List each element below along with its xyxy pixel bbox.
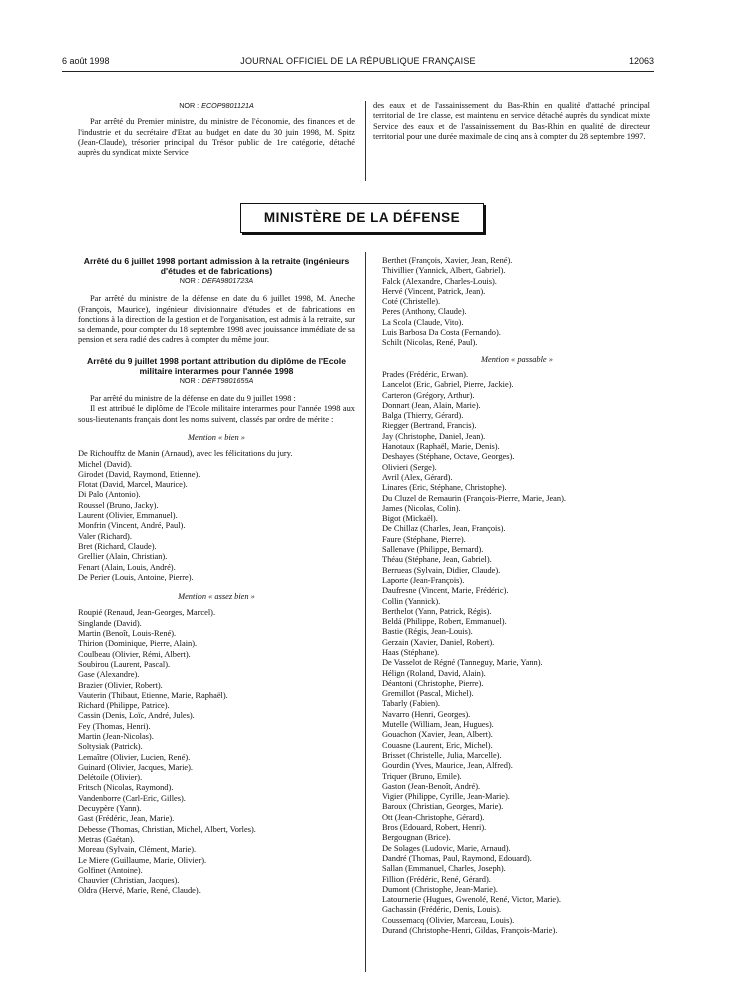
name-entry: Haas (Stéphane). [382, 647, 440, 657]
name-entry: Prades (Frédéric, Erwan). [382, 369, 469, 379]
name-entry: Grellier (Alain, Christian). [78, 552, 168, 562]
name-entry: De Vasselot de Régné (Tanneguy, Marie, Yann). [382, 658, 543, 668]
arrete-1-paragraph: Par arrêté du ministre de la défense en date du 6 juillet 1998, M. Aneche (François, Maurice), ingénieur divisionnaire d'études et de fabrications en fonctions à la direction de la gestion et de l'organisation, est admis à la retraite, sur sa demande, pour compter du 18 septembre 1998 avec jouissance immédiate de sa pension et sera radié des cadres à compter du même jour. [78, 294, 355, 345]
arrete-2-paragraph: Il est attribué le diplôme de l'Ecole militaire interarmes pour l'année 1998 aux sous-lieutenants français dont les noms suivent, classés par ordre de mérite : [78, 404, 355, 424]
name-entry: Beldá (Philippe, Robert, Emmanuel). [382, 617, 507, 627]
name-entry: Lemaître (Olivier, Lucien, René). [78, 752, 191, 762]
name-entry: Brazier (Olivier, Robert). [78, 680, 163, 690]
arrete-2-title: Arrêté du 9 juillet 1998 portant attribution du diplôme de l'Ecole militaire interarmes pour l'année 1998 [87, 355, 346, 376]
name-entry: Delétoile (Olivier). [78, 773, 143, 783]
page-header [62, 56, 654, 70]
name-entry: Dumont (Christophe, Jean-Marie). [382, 884, 498, 894]
name-entry: Michel (David). [78, 459, 132, 469]
name-entry: Hervé (Vincent, Patrick, Jean). [382, 286, 486, 296]
name-entry: Ott (Jean-Christophe, Gérard). [382, 812, 485, 822]
name-entry: Roussel (Bruno, Jacky). [78, 500, 159, 510]
name-entry: Oldra (Hervé, Marie, René, Claude). [78, 886, 201, 896]
name-entry: Latournerie (Hugues, Gwenolé, René, Victor, Marie). [382, 895, 562, 905]
name-entry: La Scola (Claude, Vito). [382, 317, 464, 327]
name-entry: Guinard (Olivier, Jacques, Marie). [78, 762, 194, 772]
name-entry: Deshayes (Stéphane, Octave, Georges). [382, 452, 515, 462]
name-entry: Chauvier (Christian, Jacques). [78, 876, 180, 886]
name-entry: Gast (Frédéric, Jean, Marie). [78, 814, 175, 824]
name-entry: Coté (Christelle). [382, 297, 441, 307]
mention-bien-list [78, 449, 355, 583]
name-entry: Carteron (Grégory, Arthur). [382, 390, 475, 400]
name-entry: Laurent (Olivier, Emmanuel). [78, 511, 178, 521]
name-entry: Singlande (David). [78, 618, 142, 628]
name-entry: Berthet (François, Xavier, Jean, René). [382, 256, 513, 265]
mention-assez-bien-heading: Mention « assez bien » [178, 592, 255, 602]
name-entry: Cassin (Denis, Loïc, André, Jules). [78, 711, 195, 721]
name-entry: Vandenborre (Carl-Eric, Gilles). [78, 793, 186, 803]
name-entry: Déantoni (Christophe, Pierre). [382, 678, 484, 688]
right-names-list [382, 256, 652, 349]
top-right-paragraph: des eaux et de l'assainissement du Bas-Rhin en qualité d'attaché principal territorial de 1re classe, est maintenu en service détaché auprès du syndicat mixte Service des eaux et de l'assainissement du Bas-Rhin en qualité de directeur territorial pour une durée maximale de cinq ans à compter du 28 septembre 1997. [373, 101, 650, 141]
top-left-column [78, 101, 355, 158]
name-entry: Soubirou (Laurent, Pascal). [78, 659, 171, 669]
name-entry: Coulbeau (Olivier, Rémi, Albert). [78, 649, 191, 659]
name-entry: Durand (Christophe-Henri, Gildas, François-Marie). [382, 926, 558, 935]
name-entry: Vigier (Philippe, Cyrille, Jean-Marie). [382, 792, 510, 802]
name-entry: Luis Barbosa Da Costa (Fernando). [382, 328, 501, 338]
column-separator [365, 252, 366, 972]
name-entry: Sallenave (Philippe, Bernard). [382, 545, 484, 555]
name-entry: Decuypère (Yann). [78, 804, 142, 814]
name-entry: De Perier (Louis, Antoine, Pierre). [78, 572, 194, 582]
name-entry: Coussemacq (Olivier, Marceau, Louis). [382, 915, 515, 925]
name-entry: Monfrin (Vincent, André, Paul). [78, 521, 186, 531]
name-entry: Fritsch (Nicolas, Raymond). [78, 783, 174, 793]
name-entry: Schilt (Nicolas, René, Paul). [382, 338, 478, 348]
name-entry: Roupié (Renaud, Jean-Georges, Marcel). [78, 608, 216, 618]
name-entry: Berrueas (Sylvain, Didier, Claude). [382, 565, 501, 575]
arrete-2-nor: NOR : DEFT9801655A [179, 375, 254, 385]
name-entry: Jay (Christophe, Daniel, Jean). [382, 431, 486, 441]
name-entry: Girodet (David, Raymond, Etienne). [78, 469, 201, 479]
mention-passable-list [382, 370, 652, 936]
name-entry: Tabarly (Fabien). [382, 699, 441, 709]
name-entry: Balga (Thierry, Gérard). [382, 411, 464, 421]
top-right-column [373, 101, 650, 142]
name-entry: Fey (Thomas, Henri). [78, 721, 151, 731]
header-date: 6 août 1998 [62, 56, 110, 66]
name-entry: De Chillaz (Charles, Jean, François). [382, 524, 506, 534]
top-left-paragraph: Par arrêté du Premier ministre, du ministre de l'économie, des finances et de l'industrie et du secrétaire d'Etat au budget en date du 30 juin 1998, M. Spitz (Jean-Claude), trésorier principal du Trésor public de 1re catégorie, détaché auprès du syndicat mixte Service [78, 117, 355, 158]
mention-passable-heading: Mention « passable » [481, 354, 553, 364]
name-entry: Thivillier (Yannick, Albert, Gabriel). [382, 266, 506, 276]
name-entry: Richard (Philippe, Patrice). [78, 701, 170, 711]
name-entry: Thirion (Dominique, Pierre, Alain). [78, 639, 198, 649]
mention-bien-heading: Mention « bien » [188, 432, 245, 442]
arrete-2-intro: Par arrêté du ministre de la défense en date du 9 juillet 1998 : [90, 394, 296, 404]
name-entry: Navarro (Henri, Georges). [382, 709, 471, 719]
name-entry: De Solages (Ludovic, Marie, Arnaud). [382, 843, 511, 853]
name-entry: Falck (Alexandre, Charles-Louis). [382, 276, 497, 286]
name-entry: Baroux (Christian, Georges, Marie). [382, 802, 504, 812]
name-entry: Avril (Alex, Gérard). [382, 472, 453, 482]
name-entry: De Richoufftz de Manin (Arnaud), avec les félicitations du jury. [78, 449, 293, 459]
name-entry: Martin (Jean-Nicolas). [78, 731, 154, 741]
name-entry: Hanotaux (Raphaël, Marie, Denis). [382, 442, 500, 452]
name-entry: Gremillot (Pascal, Michel). [382, 689, 474, 699]
name-entry: Collin (Yannick). [382, 596, 441, 606]
name-entry: Golfinet (Antoine). [78, 865, 143, 875]
name-entry: Peres (Anthony, Claude). [382, 307, 467, 317]
name-entry: Fenart (Alain, Louis, André). [78, 562, 176, 572]
name-entry: Flotat (David, Marcel, Maurice). [78, 480, 188, 490]
name-entry: James (Nicolas, Colin). [382, 503, 461, 513]
name-entry: Gase (Alexandre). [78, 670, 140, 680]
name-entry: Fillion (Frédéric, René, Gérard). [382, 874, 491, 884]
name-entry: Daufresne (Vincent, Marie, Frédéric). [382, 586, 509, 596]
name-entry: Bigot (Mickaël). [382, 514, 438, 524]
name-entry: Théau (Stéphane, Jean, Gabriel). [382, 555, 492, 565]
name-entry: Bergougnan (Brice). [382, 833, 451, 843]
name-entry: Linares (Eric, Stéphane, Christophe). [382, 483, 507, 493]
name-entry: Martin (Benoît, Louis-René). [78, 629, 177, 639]
header-page-number: 12063 [628, 56, 654, 66]
name-entry: Bastie (Régis, Jean-Louis). [382, 627, 473, 637]
right-column [382, 256, 652, 936]
name-entry: Donnart (Jean, Alain, Marie). [382, 400, 481, 410]
name-entry: Vauterin (Thibaut, Etienne, Marie, Raphaël). [78, 690, 228, 700]
left-column [78, 256, 355, 897]
header-rule [62, 71, 654, 72]
name-entry: Gachassin (Frédéric, Denis, Louis). [382, 905, 502, 915]
column-separator-top [365, 101, 366, 181]
name-entry: Lancelot (Eric, Gabriel, Pierre, Jackie). [382, 380, 514, 390]
name-entry: Dandré (Thomas, Paul, Raymond, Edouard). [382, 853, 532, 863]
name-entry: Gerzain (Xavier, Daniel, Robert). [382, 637, 495, 647]
name-entry: Mutelle (William, Jean, Hugues). [382, 720, 494, 730]
name-entry: Gouachon (Xavier, Jean, Albert). [382, 730, 493, 740]
name-entry: Berthelot (Yann, Patrick, Régis). [382, 606, 492, 616]
name-entry: Olivieri (Serge). [382, 462, 437, 472]
name-entry: Du Cluzel de Remaurin (François-Pierre, Marie, Jean). [382, 493, 566, 503]
name-entry: Debesse (Thomas, Christian, Michel, Albert, Vorles). [78, 824, 256, 834]
name-entry: Couasne (Laurent, Eric, Michel). [382, 740, 493, 750]
name-entry: Gourdin (Yves, Maurice, Jean, Alfred). [382, 761, 513, 771]
name-entry: Brisset (Christelle, Julia, Marcelle). [382, 750, 502, 760]
name-entry: Soltysiak (Patrick). [78, 742, 143, 752]
name-entry: Laporte (Jean-François). [382, 575, 465, 585]
name-entry: Valer (Richard). [78, 531, 132, 541]
name-entry: Bros (Edouard, Robert, Henri). [382, 823, 487, 833]
name-entry: Bret (Richard, Claude). [78, 541, 157, 551]
name-entry: Le Miere (Guillaume, Marie, Olivier). [78, 855, 207, 865]
name-entry: Triquer (Bruno, Emile). [382, 771, 462, 781]
name-entry: Hélign (Roland, David, Alain). [382, 668, 486, 678]
name-entry: Riegger (Bertrand, Francis). [382, 421, 477, 431]
name-entry: Metras (Gaétan). [78, 834, 135, 844]
ministry-heading: MINISTÈRE DE LA DÉFENSE [240, 203, 484, 233]
name-entry: Moreau (Sylvain, Clément, Marie). [78, 845, 197, 855]
arrete-1-nor: NOR : DEFA9801723A [179, 276, 254, 285]
header-journal-title: JOURNAL OFFICIEL DE LA RÉPUBLIQUE FRANÇAISE [240, 56, 476, 66]
name-entry: Gaston (Jean-Benoît, André). [382, 781, 481, 791]
mention-assez-bien-list [78, 608, 355, 896]
arrete-1-title: Arrêté du 6 juillet 1998 portant admission à la retraite (ingénieurs d'études et de fabrications) [83, 256, 350, 276]
name-entry: Di Palo (Antonio). [78, 490, 141, 500]
nor-line: NOR : ECOP9801121A [179, 101, 254, 110]
name-entry: Sallan (Emmanuel, Charles, Joseph). [382, 864, 506, 874]
name-entry: Faure (Stéphane, Pierre). [382, 534, 466, 544]
